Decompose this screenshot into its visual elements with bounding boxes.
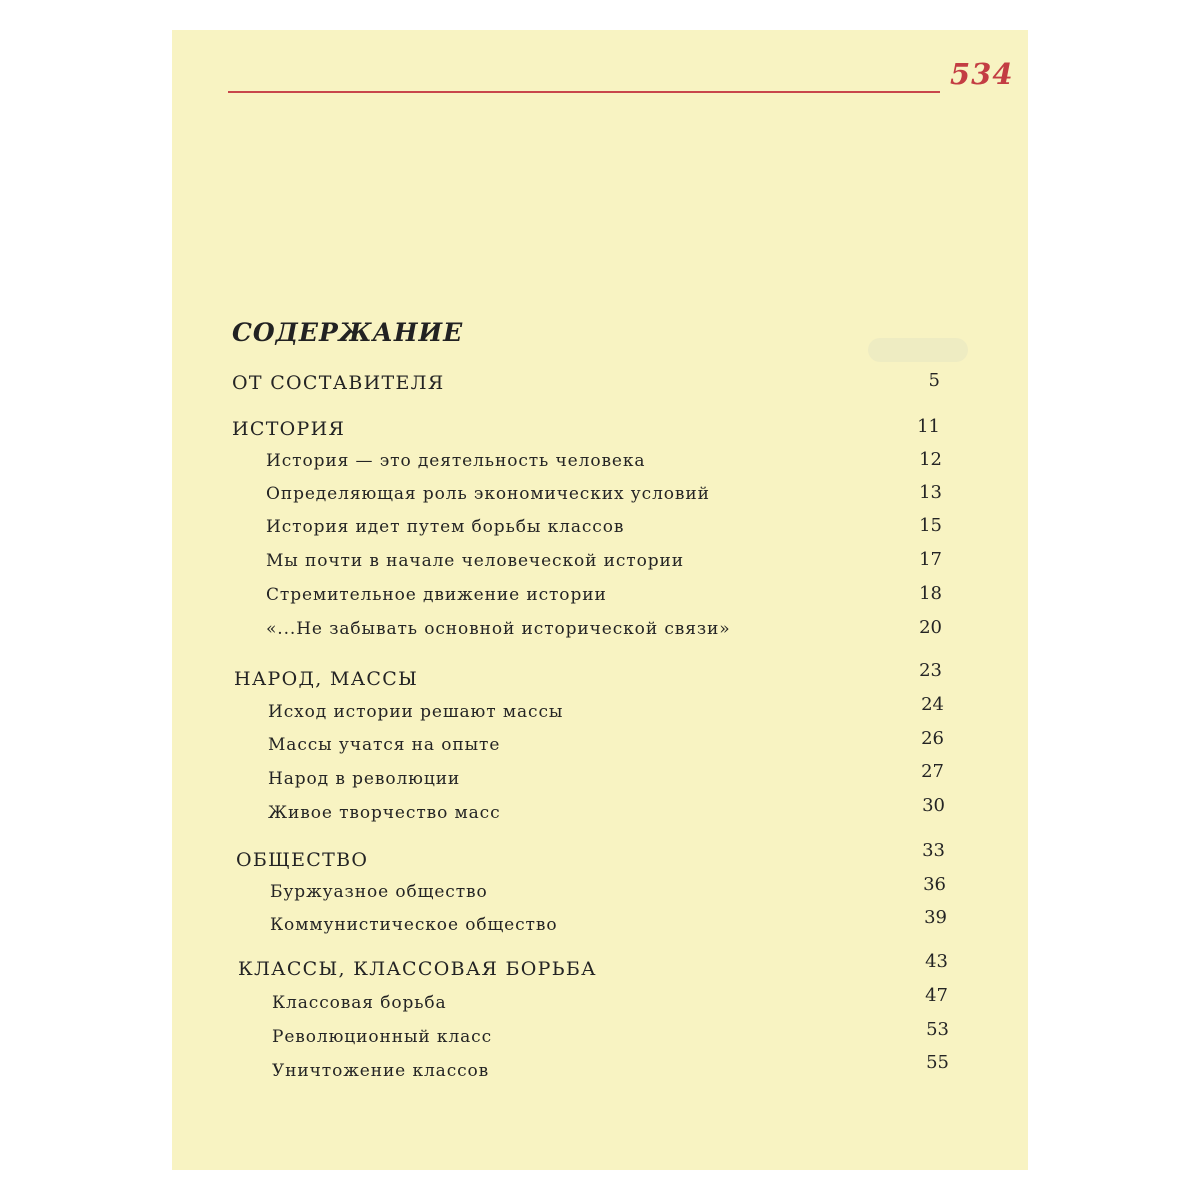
- page-ref: 12: [919, 449, 942, 470]
- entry-title: «...Не забывать основной исторической связи»: [266, 619, 731, 639]
- page-ref: 17: [919, 549, 942, 570]
- page-ref: 47: [925, 985, 948, 1006]
- page-ref: 39: [924, 907, 947, 928]
- page-ref: 20: [919, 617, 942, 638]
- entry-title: Классовая борьба: [272, 993, 447, 1013]
- page-ref: 24: [921, 694, 944, 715]
- page-ref: 18: [919, 583, 942, 604]
- page-ref: 26: [921, 728, 944, 749]
- entry-title: Буржуазное общество: [270, 882, 488, 902]
- page-ref: 27: [921, 761, 944, 782]
- section-title: КЛАССЫ, КЛАССОВАЯ БОРЬБА: [238, 958, 597, 980]
- section-title: ОБЩЕСТВО: [236, 849, 369, 871]
- entry-title: Стремительное движение истории: [266, 585, 607, 605]
- page-ref: 13: [919, 482, 942, 503]
- entry-title: История идет путем борьбы классов: [266, 517, 625, 537]
- section-title: ИСТОРИЯ: [232, 418, 346, 440]
- page-ref: 43: [925, 951, 948, 972]
- entry-title: Уничтожение классов: [272, 1061, 490, 1081]
- page-number: 534: [950, 57, 1014, 91]
- page-ref: 15: [919, 515, 942, 536]
- page-ref: 30: [922, 795, 945, 816]
- entry-title: Революционный класс: [272, 1027, 493, 1047]
- page-ref: 53: [926, 1019, 949, 1040]
- page-ref: 36: [923, 874, 946, 895]
- entry-title: Массы учатся на опыте: [268, 735, 501, 755]
- page-ref: 33: [922, 840, 945, 861]
- entry-title: Народ в революции: [268, 769, 461, 789]
- section-title: ОТ СОСТАВИТЕЛЯ: [232, 372, 445, 394]
- toc-title: СОДЕРЖАНИЕ: [232, 318, 464, 347]
- entry-title: Исход истории решают массы: [268, 702, 564, 722]
- page-ref: 5: [928, 370, 940, 391]
- entry-title: История — это деятельность человека: [266, 451, 646, 471]
- page-ref: 11: [917, 416, 940, 437]
- page-ref: 55: [926, 1052, 949, 1073]
- entry-title: Определяющая роль экономических условий: [266, 484, 710, 504]
- page-ref: 23: [919, 660, 942, 681]
- entry-title: Живое творчество масс: [268, 803, 501, 823]
- entry-title: Мы почти в начале человеческой истории: [266, 551, 684, 571]
- section-title: НАРОД, МАССЫ: [234, 668, 419, 690]
- entry-title: Коммунистическое общество: [270, 915, 558, 935]
